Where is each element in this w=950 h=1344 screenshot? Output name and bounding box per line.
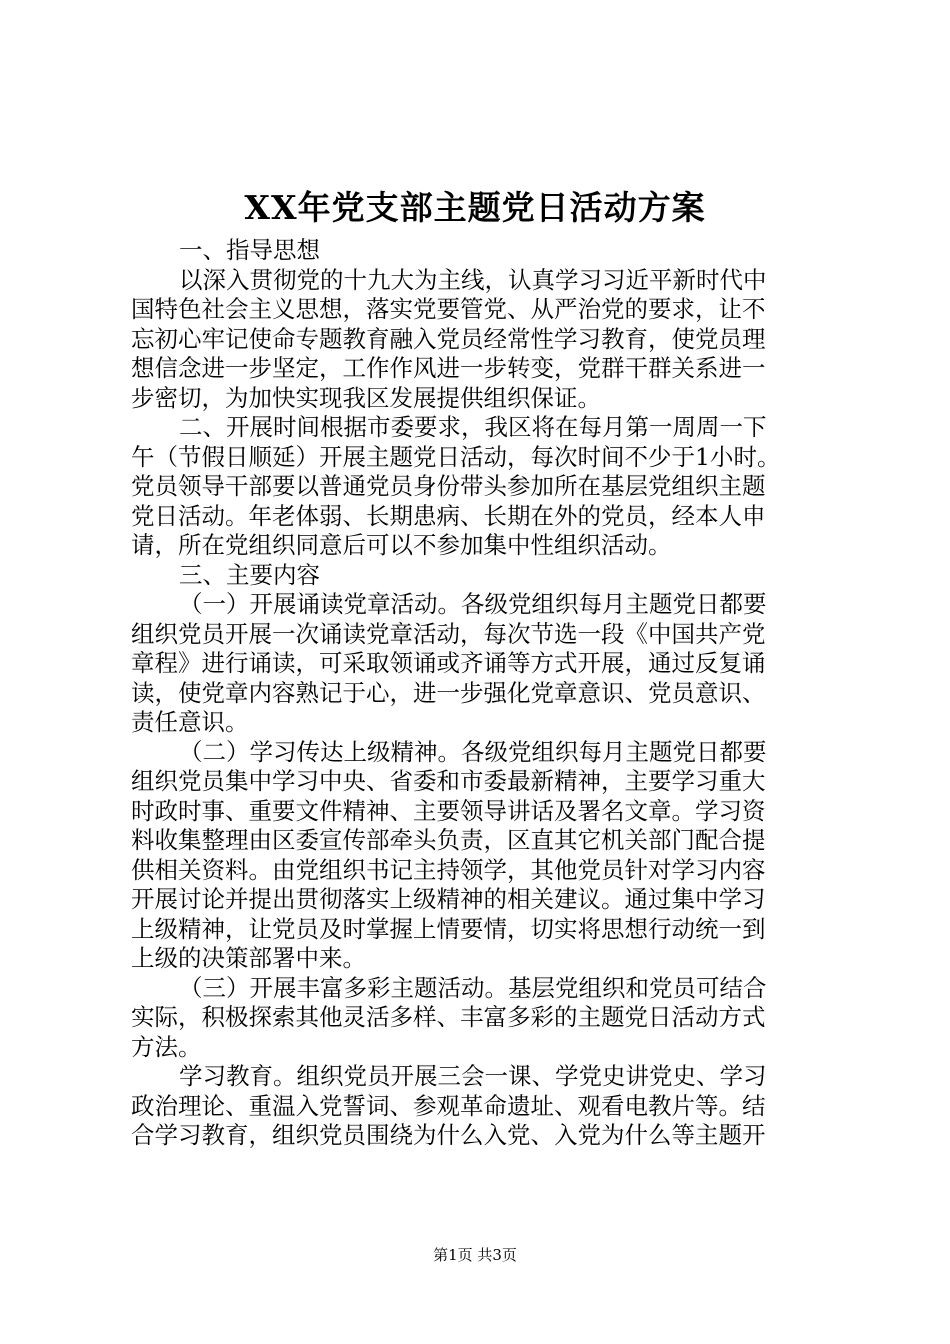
body-line: 忘初心牢记使命专题教育融入党员经常性学习教育，使党员理	[131, 324, 766, 353]
document-body	[131, 236, 831, 1151]
document-title: XX年党支部主题党日活动方案	[244, 188, 706, 227]
body-line: 章程》进行诵读，可采取领诵或齐诵等方式开展，通过反复诵	[131, 649, 766, 677]
body-line: 学习教育。组织党员开展三会一课、学党史讲党史、学习	[179, 1062, 767, 1090]
body-line: 二、开展时间根据市委要求，我区将在每月第一周周一下	[179, 413, 767, 441]
body-line: 合学习教育，组织党员围绕为什么入党、入党为什么等主题开	[131, 1121, 766, 1149]
body-line: 实际，积极探索其他灵活多样、丰富多彩的主题党日活动方式	[131, 1003, 766, 1031]
body-line: 想信念进一步坚定，工作作风进一步转变，党群干群关系进一	[131, 354, 766, 382]
page-footer: 第1页 共3页	[433, 1246, 517, 1264]
body-line: 责任意识。	[131, 708, 249, 736]
body-line: （二）学习传达上级精神。各级党组织每月主题党日都要	[179, 737, 767, 766]
body-line: 午（节假日顺延）开展主题党日活动，每次时间不少于1小时。	[131, 442, 781, 471]
body-line: 国特色社会主义思想，落实党要管党、从严治党的要求，让不	[131, 295, 766, 323]
body-line: 组织党员开展一次诵读党章活动，每次节选一段《中国共产党	[131, 619, 766, 648]
body-line: 三、主要内容	[179, 560, 320, 589]
body-line: 一、指导思想	[179, 236, 320, 264]
body-line: 步密切，为加快实现我区发展提供组织保证。	[131, 383, 601, 412]
body-line: 读，使党章内容熟记于心，进一步强化党章意识、党员意识、	[131, 678, 766, 707]
body-line: 党日活动。年老体弱、长期患病、长期在外的党员，经本人申	[131, 501, 766, 530]
body-line: （一）开展诵读党章活动。各级党组织每月主题党日都要	[179, 590, 767, 618]
body-line: 料收集整理由区委宣传部牵头负责，区直其它机关部门配合提	[131, 826, 766, 854]
body-line: 以深入贯彻党的十九大为主线，认真学习习近平新时代中	[179, 265, 767, 294]
body-line: 党员领导干部要以普通党员身份带头参加所在基层党组织主题	[131, 472, 766, 500]
body-line: 方法。	[131, 1032, 202, 1061]
body-line: 时政时事、重要文件精神、主要领导讲话及署名文章。学习资	[131, 796, 766, 825]
body-line: 开展讨论并提出贯彻落实上级精神的相关建议。通过集中学习	[131, 885, 766, 913]
body-line: 组织党员集中学习中央、省委和市委最新精神，主要学习重大	[131, 767, 766, 795]
body-line: （三）开展丰富多彩主题活动。基层党组织和党员可结合	[179, 973, 767, 1002]
body-line: 政治理论、重温入党誓词、参观革命遗址、观看电教片等。结	[131, 1091, 766, 1120]
body-line: 上级精神，让党员及时掌握上情要情，切实将思想行动统一到	[131, 914, 766, 943]
body-line: 上级的决策部署中来。	[131, 944, 366, 972]
body-line: 请，所在党组织同意后可以不参加集中性组织活动。	[131, 531, 672, 559]
body-line: 供相关资料。由党组织书记主持领学，其他党员针对学习内容	[131, 855, 766, 884]
